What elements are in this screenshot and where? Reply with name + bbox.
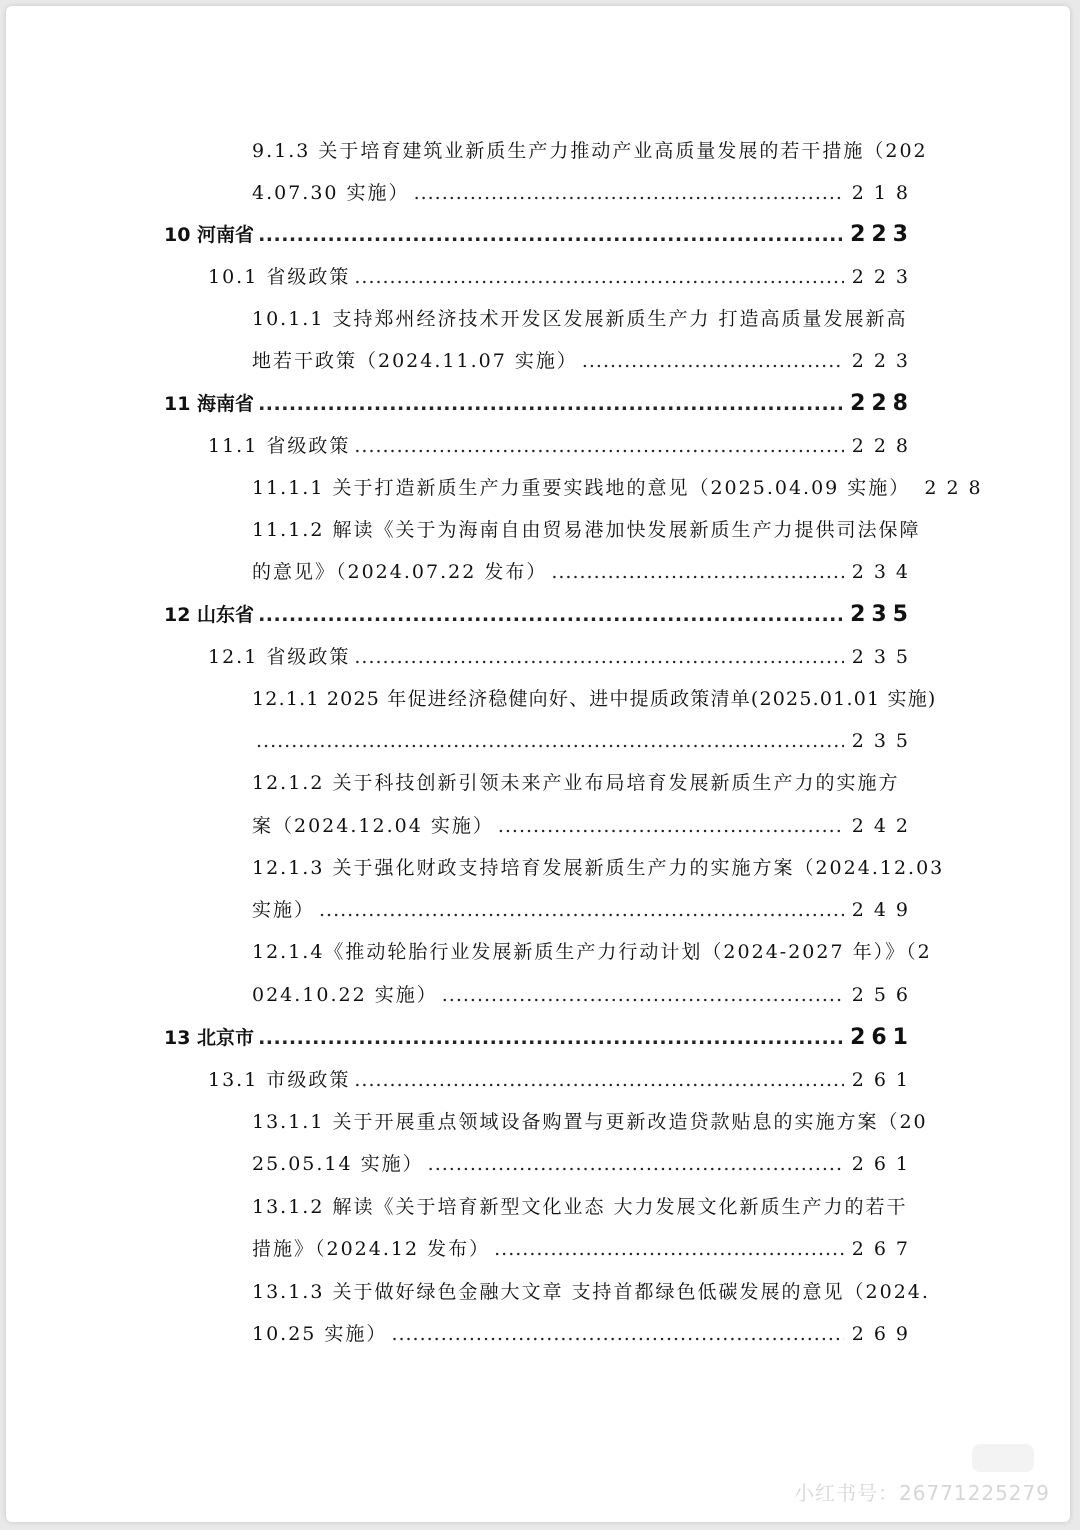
page-number: 267 (851, 1238, 918, 1260)
page-number: 223 (850, 222, 914, 247)
toc-entry-text: 12.1.2 关于科技创新引领未来产业布局培育发展新质生产力的实施方 (252, 772, 900, 794)
dot-leader (551, 557, 843, 587)
toc-entry-10-1-1[interactable] (252, 304, 908, 334)
toc-entry-13-1-2-cont[interactable] (252, 1234, 918, 1264)
dot-leader (582, 346, 844, 376)
toc-section-12-1[interactable] (208, 642, 918, 672)
toc-entry-text: 措施》（2024.12 发布） (252, 1238, 491, 1260)
watermark-text: 小红书号：26771225279 (794, 1481, 1050, 1505)
toc-entry-11-1-2-cont[interactable] (252, 557, 918, 587)
toc-entry-9-1-3[interactable] (252, 136, 928, 166)
toc-chapter-13[interactable] (164, 1023, 914, 1053)
page-number: 234 (851, 561, 918, 583)
toc-entry-text: 10.1 省级政策 (208, 266, 351, 288)
dot-leader (258, 1023, 842, 1053)
page-number: 256 (851, 984, 918, 1006)
toc-entry-text: 9.1.3 关于培育建筑业新质生产力推动产业高质量发展的若干措施（202 (252, 140, 928, 162)
toc-entry-12-1-2-cont[interactable] (252, 811, 918, 841)
toc-entry-text: 13.1.1 关于开展重点领域设备购置与更新改造贷款贴息的实施方案（20 (252, 1111, 928, 1133)
toc-entry-13-1-1[interactable] (252, 1107, 928, 1137)
toc-entry-12-1-4-cont[interactable] (252, 980, 918, 1010)
toc-entry-12-1-2[interactable] (252, 768, 899, 798)
toc-entry-text: 10 河南省 (164, 224, 255, 246)
dot-leader (442, 980, 844, 1010)
page-number: 218 (851, 182, 918, 204)
toc-entry-text: 12 山东省 (164, 604, 255, 626)
dot-leader (354, 642, 843, 672)
dot-leader (428, 1149, 844, 1179)
page-number: 235 (851, 730, 918, 752)
toc-section-13-1[interactable] (208, 1065, 918, 1095)
toc-chapter-10[interactable] (164, 220, 914, 250)
toc-entry-13-1-1-cont[interactable] (252, 1149, 918, 1179)
toc-entry-text: 13.1 市级政策 (208, 1069, 351, 1091)
toc-chapter-11[interactable] (164, 389, 914, 419)
toc-entry-text: 案（2024.12.04 实施） (252, 815, 494, 837)
toc-entry-text: 11.1.2 解读《关于为海南自由贸易港加快发展新质生产力提供司法保障 (252, 519, 921, 541)
toc-entry-13-1-3[interactable] (252, 1277, 930, 1307)
toc-entry-text: 10.25 实施） (252, 1323, 388, 1345)
document-page (6, 6, 1070, 1522)
toc-entry-text: 的意见》（2024.07.22 发布） (252, 561, 548, 583)
page-number: 228 (850, 391, 914, 416)
dot-leader (256, 726, 844, 756)
toc-entry-text: 4.07.30 实施） (252, 182, 410, 204)
page-number: 228 (924, 477, 991, 499)
toc-entry-text: 13.1.3 关于做好绿色金融大文章 支持首都绿色低碳发展的意见（2024. (252, 1281, 930, 1303)
page-number: 223 (851, 350, 918, 372)
toc-entry-9-1-3-cont[interactable] (252, 178, 918, 208)
toc-entry-13-1-2[interactable] (252, 1192, 908, 1222)
page-number: 235 (850, 602, 914, 627)
dot-leader (414, 178, 844, 208)
toc-entry-text: 13 北京市 (164, 1027, 255, 1049)
dot-leader (319, 895, 844, 925)
page-number: 242 (851, 815, 918, 837)
page-number: 249 (851, 899, 918, 921)
page-number: 261 (851, 1153, 918, 1175)
dot-leader (258, 600, 842, 630)
toc-chapter-12[interactable] (164, 600, 914, 630)
toc-entry-text: 12.1 省级政策 (208, 646, 351, 668)
toc-entry-text: 024.10.22 实施） (252, 984, 438, 1006)
toc-entry-text: 地若干政策（2024.11.07 实施） (252, 350, 578, 372)
toc-entry-text: 11.1 省级政策 (208, 435, 351, 457)
toc-entry-12-1-4[interactable] (252, 937, 932, 967)
table-of-contents (6, 6, 1070, 1522)
toc-entry-12-1-1[interactable] (252, 684, 937, 714)
dot-leader (498, 811, 844, 841)
toc-entry-text: 实施） (252, 899, 316, 921)
page-number: 261 (850, 1025, 914, 1050)
dot-leader (258, 389, 842, 419)
page-number: 235 (851, 646, 918, 668)
toc-entry-13-1-3-cont[interactable] (252, 1319, 918, 1349)
dot-leader (391, 1319, 843, 1349)
watermark-logo-icon (972, 1444, 1034, 1472)
dot-leader (354, 1065, 843, 1095)
page-number: 269 (851, 1323, 918, 1345)
page-number: 228 (851, 435, 918, 457)
toc-entry-12-1-3-cont[interactable] (252, 895, 918, 925)
page-number: 261 (851, 1069, 918, 1091)
dot-leader (494, 1234, 844, 1264)
toc-entry-10-1-1-cont[interactable] (252, 346, 918, 376)
toc-entry-text: 11 海南省 (164, 393, 255, 415)
toc-entry-11-1-1[interactable] (252, 473, 991, 503)
toc-entry-11-1-2[interactable] (252, 515, 920, 545)
toc-entry-text: 10.1.1 支持郑州经济技术开发区发展新质生产力 打造高质量发展新高 (252, 308, 908, 330)
dot-leader (354, 262, 843, 292)
toc-entry-12-1-1-cont[interactable] (252, 726, 918, 756)
dot-leader (258, 220, 842, 250)
toc-entry-text: 11.1.1 关于打造新质生产力重要实践地的意见（2025.04.09 实施） (252, 477, 911, 499)
dot-leader (354, 431, 843, 461)
toc-entry-12-1-3[interactable] (252, 853, 944, 883)
toc-entry-text: 13.1.2 解读《关于培育新型文化业态 大力发展文化新质生产力的若干 (252, 1196, 908, 1218)
page-number: 223 (851, 266, 918, 288)
toc-section-11-1[interactable] (208, 431, 918, 461)
toc-entry-text: 25.05.14 实施） (252, 1153, 424, 1175)
toc-entry-text: 12.1.1 2025 年促进经济稳健向好、进中提质政策清单(2025.01.01 实施) (252, 688, 937, 710)
toc-entry-text: 12.1.3 关于强化财政支持培育发展新质生产力的实施方案（2024.12.03 (252, 857, 945, 879)
toc-entry-text: 12.1.4《推动轮胎行业发展新质生产力行动计划（2024-2027 年）》（2 (252, 941, 932, 963)
toc-section-10-1[interactable] (208, 262, 918, 292)
